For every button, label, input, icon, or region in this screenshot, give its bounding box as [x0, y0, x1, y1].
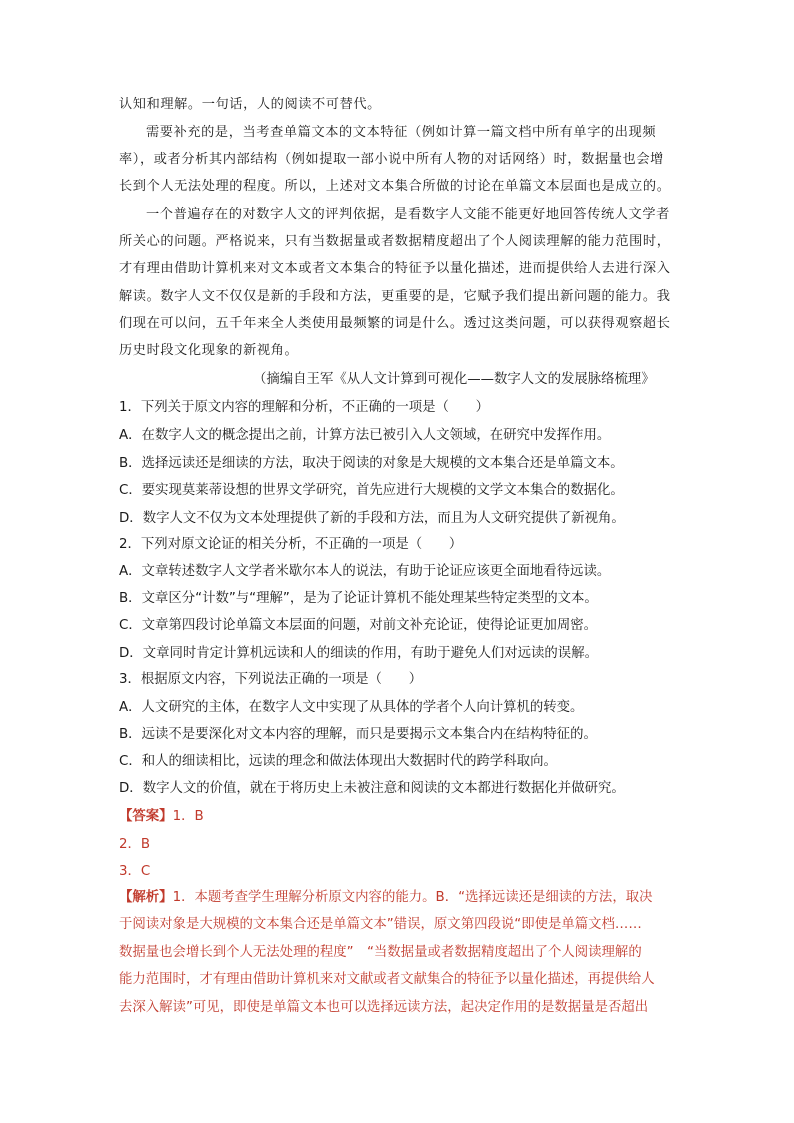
answer-value: 1．B — [172, 809, 204, 824]
question-3-option-c: C．和人的细读相比，远读的理念和做法体现出大数据时代的跨学科取向。 — [119, 754, 557, 769]
passage-line: 需要补充的是，当考查单篇文本的文本特征（例如计算一篇文档中所有单字的出现频 — [146, 125, 657, 140]
passage-line: 历史时段文化现象的新视角。 — [119, 343, 299, 359]
analysis-line-2: 于阅读对象是大规模的文本集合还是单篇文本”错误，原文第四段说“即使是单篇文档…… — [119, 917, 642, 932]
passage-line: 率），或者分析其内部结构（例如提取一部小说中所有人物的对话网络）时，数据量也会增 — [119, 152, 664, 168]
source-citation: （摘编自王军《从人文计算到可视化——数字人文的发展脉络梳理》 — [253, 372, 655, 387]
passage-line: 才有理由借助计算机来对文本或者文本集合的特征予以量化描述，进而提供给人去进行深入 — [119, 261, 671, 277]
passage-line: 一个普遍存在的对数字人文的评判依据，是看数字人文能不能更好地回答传统人文学者 — [146, 207, 670, 222]
question-1-option-a: A．在数字人文的概念提出之前，计算方法已被引入人文领域，在研究中发挥作用。 — [119, 428, 611, 443]
question-3-option-b: B．远读不是要深化对文本内容的理解，而只是要揭示文本集合内在结构特征的。 — [119, 727, 597, 742]
passage-paragraph-2 — [119, 201, 679, 364]
question-2-option-c: C．文章第四段讨论单篇文本层面的问题，对前文补充论证，使得论证更加周密。 — [119, 618, 598, 633]
passage-line: 所关心的问题。严格说来，只有当数据量或者数据精度超出了个人阅读理解的能力范围时， — [119, 234, 671, 250]
analysis-line-1 — [119, 886, 689, 905]
question-1-option-d: D．数字人文不仅为文本处理提供了新的手段和方法，而且为人文研究提供了新视角。 — [119, 511, 625, 526]
answer-line-3: 3．C — [119, 864, 151, 879]
passage-line: 长到个人无法处理的程度。所以，上述对文本集合所做的讨论在单篇文本层面也是成立的。 — [119, 179, 671, 195]
analysis-tag: 【解析】 — [119, 890, 173, 905]
passage-line: 解读。数字人文不仅仅是新的手段和方法，更重要的是，它赋予我们提出新问题的能力。我 — [119, 288, 671, 304]
question-1-option-b: B．选择远读还是细读的方法，取决于阅读的对象是大规模的文本集合还是单篇文本。 — [119, 456, 624, 471]
passage-line: 们现在可以问，五千年来全人类使用最频繁的词是什么。透过这类问题，可以获得观察超长 — [119, 315, 671, 331]
question-3-option-d: D．数字人文的价值，就在于将历史上未被注意和阅读的文本都进行数据化并做研究。 — [119, 781, 625, 796]
question-2-option-b: B．文章区分“计数”与“理解”，是为了论证计算机不能处理某些特定类型的文本。 — [119, 591, 598, 606]
analysis-text: 1．本题考查学生理解分析原文内容的能力。B．“选择远读还是细读的方法，取决 — [172, 890, 653, 905]
question-1-option-c: C．要实现莫莱蒂设想的世界文学研究，首先应进行大规模的文学文本集合的数据化。 — [119, 483, 624, 498]
question-3-stem: 3．根据原文内容，下列说法正确的一项是（ ） — [119, 672, 423, 687]
answer-line-1 — [119, 805, 689, 824]
analysis-line-4: 能力范围时，才有理由借助计算机来对文献或者文献集合的特征予以量化描述，再提供给人 — [119, 972, 655, 987]
passage-line: 认知和理解。一句话，人的阅读不可替代。 — [119, 97, 381, 112]
answer-tag: 【答案】 — [119, 809, 173, 824]
passage-paragraph-0 — [119, 91, 679, 118]
question-2-option-d: D．文章同时肯定计算机远读和人的细读的作用，有助于避免人们对远读的误解。 — [119, 646, 598, 661]
passage-paragraph-1 — [119, 119, 679, 201]
question-2-option-a: A．文章转述数字人文学者米歇尔本人的说法，有助于论证应该更全面地看待远读。 — [119, 564, 611, 579]
question-2-stem: 2．下列对原文论证的相关分析，不正确的一项是（ ） — [119, 537, 463, 552]
question-3-option-a: A．人文研究的主体，在数字人文中实现了从具体的学者个人向计算机的转变。 — [119, 700, 584, 715]
question-1-stem: 1．下列关于原文内容的理解和分析，不正确的一项是（ ） — [119, 400, 490, 415]
analysis-line-3: 数据量也会增长到个人无法处理的程度” “当数据量或者数据精度超出了个人阅读理解的 — [119, 945, 642, 960]
answer-line-2: 2．B — [119, 837, 151, 852]
analysis-line-5: 去深入解读”可见，即使是单篇文本也可以选择远读方法，起决定作用的是数据量是否超出 — [119, 1000, 649, 1015]
